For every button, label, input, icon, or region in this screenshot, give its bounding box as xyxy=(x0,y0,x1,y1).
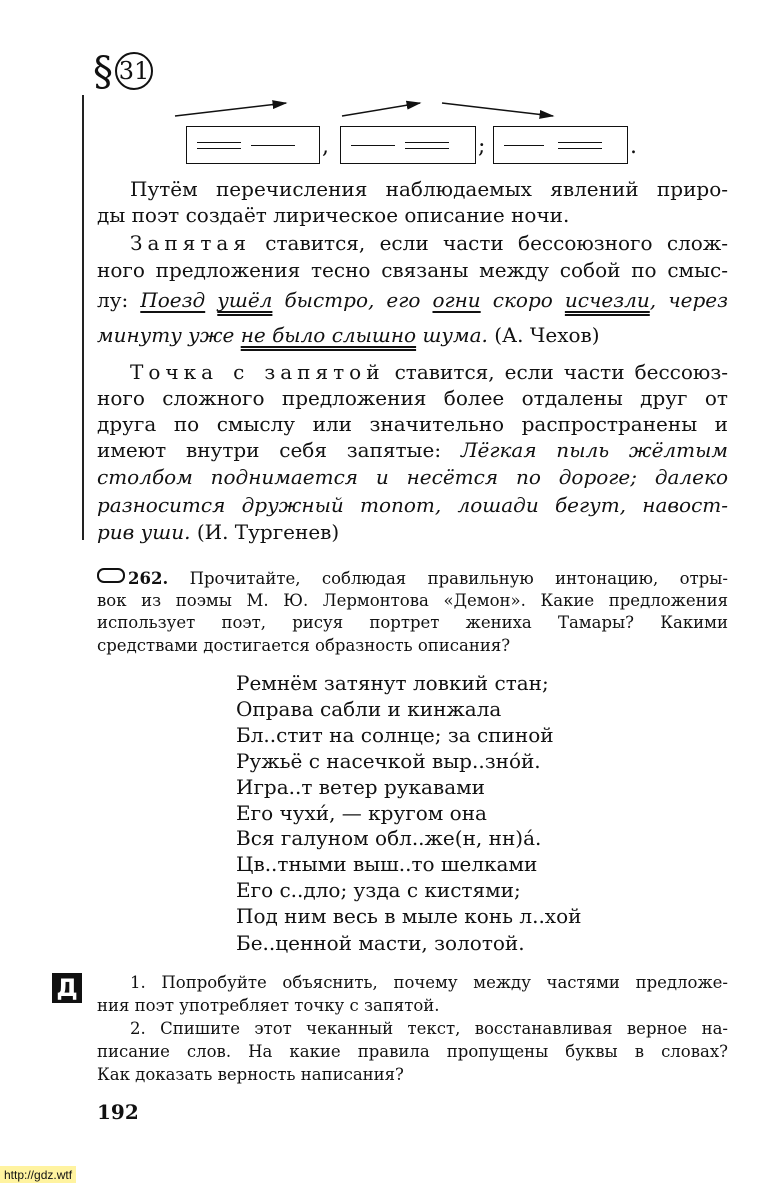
text xyxy=(205,288,217,312)
predicate: ушёл xyxy=(217,288,273,312)
text: минуту уже xyxy=(97,323,241,347)
exercise-line: вок из поэмы М. Ю. Лермонтова «Демон». Какие предложения xyxy=(97,591,728,610)
term-comma: Запятая xyxy=(130,231,251,255)
scheme-box-1 xyxy=(186,126,320,164)
scheme-arrows xyxy=(0,0,780,120)
text: лу: xyxy=(97,288,141,312)
task-line: 2. Спишите этот чеканный текст, восстанавливая верное на- xyxy=(130,1019,728,1038)
section-sign: § xyxy=(93,49,113,95)
task-icon: Д xyxy=(52,973,82,1003)
rule-margin-bar xyxy=(82,95,84,540)
poem-line: Цв..тными выш..то шелками xyxy=(236,852,538,876)
poem-line: Ремнём затянут ловкий стан; xyxy=(236,671,549,695)
poem-line: Под ним весь в мыле конь л..хой xyxy=(236,904,582,928)
exercise-line xyxy=(97,568,728,589)
subject: огни xyxy=(432,288,481,312)
text: имеют внутри себя запятые: xyxy=(97,438,461,462)
text: Прочитайте, соблюдая правильную интонацию, отры- xyxy=(168,569,728,588)
paragraph-line xyxy=(97,438,728,462)
attribution: (А. Чехов) xyxy=(487,323,600,347)
watermark-link[interactable]: http://gdz.wtf xyxy=(0,1166,76,1183)
term-semicolon: Точка с запятой xyxy=(130,360,385,384)
example-line xyxy=(97,323,728,347)
text: быстро, его xyxy=(272,288,433,312)
poem-line: Бе..ценной масти, золотой. xyxy=(236,931,525,955)
paragraph-line xyxy=(130,360,728,384)
example-line xyxy=(97,520,728,544)
predicate: исчезли xyxy=(564,288,650,312)
arrow-3 xyxy=(442,103,553,116)
poem-line: Игра..т ветер рукавами xyxy=(236,775,486,799)
example-line: разносится дружный топот, лошади бегут, навост- xyxy=(97,493,728,517)
paragraph-line: ды поэт создаёт лирическое описание ночи. xyxy=(97,203,570,227)
arrow-2 xyxy=(342,103,420,116)
section-number: 31 xyxy=(115,52,153,90)
scheme-period: . xyxy=(630,134,637,159)
example-line: столбом поднимается и несётся по дороге; далеко xyxy=(97,465,728,489)
poem-line: Вся галуном обл..же(н, нн)а́. xyxy=(236,826,542,850)
scheme-box-2 xyxy=(340,126,476,164)
paragraph-line xyxy=(130,231,728,255)
read-aloud-icon xyxy=(97,568,125,583)
paragraph-line: ного сложного предложения более отдалены друг от xyxy=(97,386,728,410)
task-line: Как доказать верность написания? xyxy=(97,1065,404,1084)
scheme-semicolon: ; xyxy=(478,134,486,159)
paragraph-line: Путём перечисления наблюдаемых явлений приро- xyxy=(130,177,728,201)
task-line: писание слов. На какие правила пропущены буквы в словах? xyxy=(97,1042,728,1061)
subject: Поезд xyxy=(140,288,206,312)
page-number: 192 xyxy=(97,1100,139,1124)
text: , через xyxy=(649,288,729,312)
paragraph-line: друга по смыслу или значительно распространены и xyxy=(97,412,728,436)
exercise-line: средствами достигается образность описания? xyxy=(97,636,511,655)
paragraph-line: ного предложения тесно связаны между собой по смыс- xyxy=(97,258,728,282)
text: ставится, если части бессоюз- xyxy=(384,360,728,384)
example: Лёгкая пыль жёлтым xyxy=(460,438,728,462)
exercise-number: 262. xyxy=(128,569,169,588)
text: шума. xyxy=(416,323,488,347)
poem-line: Его с..дло; узда с кистями; xyxy=(236,878,521,902)
poem-line: Оправа сабли и кинжала xyxy=(236,697,502,721)
scheme-box-3 xyxy=(493,126,628,164)
poem-line: Ружьё с насечкой выр..зно́й. xyxy=(236,749,541,773)
arrow-1 xyxy=(175,103,286,116)
exercise-line: использует поэт, рисуя портрет жениха Тамары? Какими xyxy=(97,613,728,632)
text: скоро xyxy=(480,288,565,312)
text: ставится, если части бессоюзного слож- xyxy=(250,231,728,255)
predicate: не было слышно xyxy=(240,323,417,347)
task-line: ния поэт употребляет точку с запятой. xyxy=(97,996,440,1015)
scheme-comma: , xyxy=(322,134,329,159)
task-line: 1. Попробуйте объяснить, почему между частями предложе- xyxy=(130,973,728,992)
poem-line: Его чухи́, — кругом она xyxy=(236,801,487,825)
attribution: (И. Тургенев) xyxy=(190,520,340,544)
poem-line: Бл..стит на солнце; за спиной xyxy=(236,723,554,747)
example-line xyxy=(97,288,728,312)
example: рив уши. xyxy=(97,520,191,544)
